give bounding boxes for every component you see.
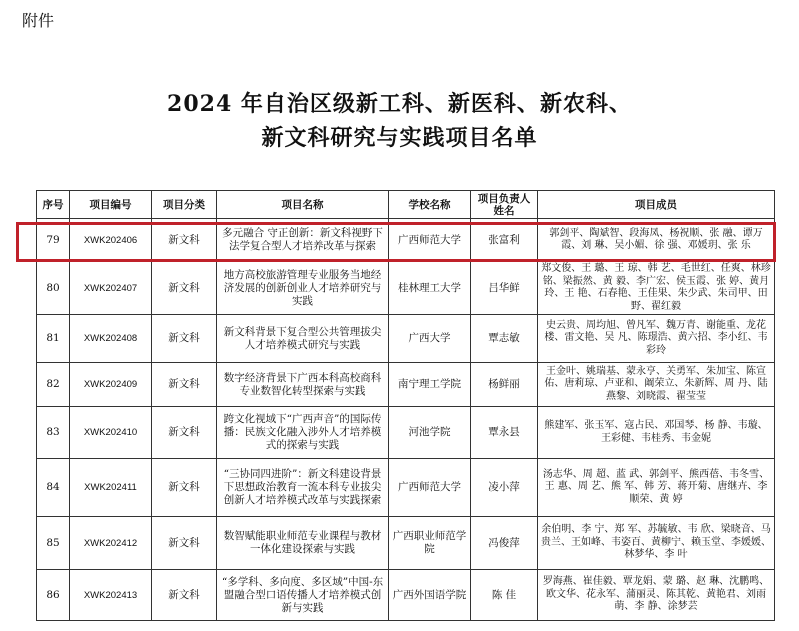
cell-code: XWK202410 [70, 407, 152, 459]
cell-code: XWK202411 [70, 459, 152, 517]
cell-name: “多学科、多向度、多区域”中国-东盟融合型口语传播人才培养模式创新与实践 [217, 570, 389, 621]
header-no: 序号 [37, 191, 70, 219]
cell-code: XWK202409 [70, 363, 152, 407]
cell-school: 广西外国语学院 [389, 570, 471, 621]
cell-leader: 凌小萍 [471, 459, 538, 517]
cell-category: 新文科 [152, 219, 217, 262]
cell-no: 83 [37, 407, 70, 459]
cell-code: XWK202406 [70, 219, 152, 262]
cell-name: “三协同四进阶”：新文科建设背景下思想政治教育一流本科专业拔尖创新人才培养模式改革与实践探索 [217, 459, 389, 517]
table-row [37, 517, 775, 570]
cell-school: 广西职业师范学院 [389, 517, 471, 570]
cell-leader: 吕华鲜 [471, 262, 538, 315]
cell-no: 86 [37, 570, 70, 621]
header-members: 项目成员 [538, 191, 775, 219]
cell-school: 河池学院 [389, 407, 471, 459]
cell-name: 多元融合 守正创新：新文科视野下法学复合型人才培养改革与探索 [217, 219, 389, 262]
cell-leader: 杨鲜丽 [471, 363, 538, 407]
cell-members: 罗海燕、崔佳毅、覃龙娟、蒙 璐、赵 琳、沈鹏鸣、欧文华、花永军、蒲丽灵、陈其乾、黄艳君、刘雨萌、李 静、涂梦芸 [538, 570, 775, 621]
cell-members: 郭剑平、陶斌智、段海凤、杨祝顺、张 融、谭万霞、刘 琳、吴小媚、徐 强、邓媛玥、张 乐 [538, 219, 775, 262]
cell-code: XWK202412 [70, 517, 152, 570]
cell-category: 新文科 [152, 315, 217, 363]
cell-leader: 陈 佳 [471, 570, 538, 621]
cell-no: 84 [37, 459, 70, 517]
project-table [36, 190, 775, 621]
table-header-row [37, 191, 775, 219]
table-row [37, 315, 775, 363]
cell-school: 南宁理工学院 [389, 363, 471, 407]
header-school: 学校名称 [389, 191, 471, 219]
cell-school: 广西师范大学 [389, 219, 471, 262]
header-code: 项目编号 [70, 191, 152, 219]
header-leader: 项目负责人姓名 [471, 191, 538, 219]
page-title-line2: 新文科研究与实践项目名单 [261, 125, 538, 151]
cell-no: 79 [37, 219, 70, 262]
cell-category: 新文科 [152, 363, 217, 407]
cell-no: 85 [37, 517, 70, 570]
cell-members: 汤志华、周 超、蓝 武、郭剑平、熊西蓓、韦冬雪、王 惠、周 艺、熊 军、韩 芳、蒋开菊、唐继卉、李顺荣、黄 婷 [538, 459, 775, 517]
cell-leader: 覃志敏 [471, 315, 538, 363]
cell-school: 广西大学 [389, 315, 471, 363]
cell-members: 史云贵、周均旭、曾凡军、魏万青、谢能重、龙花楼、雷文艳、吴 凡、陈璟浩、黄六招、李小红、韦彩玲 [538, 315, 775, 363]
cell-name: 地方高校旅游管理专业服务当地经济发展的创新创业人才培养研究与实践 [217, 262, 389, 315]
cell-code: XWK202408 [70, 315, 152, 363]
cell-code: XWK202413 [70, 570, 152, 621]
cell-category: 新文科 [152, 407, 217, 459]
cell-members: 郑文俊、王 璐、王 琼、韩 艺、毛世红、任爽、林珍铭、梁振然、黄 毅、李广宏、侯玉霞、张 婷、黄月玲、王 艳、石春艳、王佳果、朱少武、朱司甲、田 野、翟红毅 [538, 262, 775, 315]
cell-name: 数智赋能职业师范专业课程与教材一体化建设探索与实践 [217, 517, 389, 570]
cell-leader: 冯俊萍 [471, 517, 538, 570]
cell-category: 新文科 [152, 262, 217, 315]
cell-code: XWK202407 [70, 262, 152, 315]
cell-leader: 张富利 [471, 219, 538, 262]
attachment-label: 附件 [22, 11, 55, 30]
cell-name: 新文科背景下复合型公共管理拔尖人才培养模式研究与实践 [217, 315, 389, 363]
table-row [37, 570, 775, 621]
cell-school: 桂林理工大学 [389, 262, 471, 315]
cell-no: 82 [37, 363, 70, 407]
cell-leader: 覃永县 [471, 407, 538, 459]
header-category: 项目分类 [152, 191, 217, 219]
header-name: 项目名称 [217, 191, 389, 219]
cell-category: 新文科 [152, 570, 217, 621]
cell-no: 80 [37, 262, 70, 315]
cell-members: 余伯明、李 宁、郑 军、苏毓敏、韦 欣、梁晓音、马贵兰、王如峰、韦姿百、黄柳宁、赖玉堂、李媛媛、林梦华、李 叶 [538, 517, 775, 570]
table-row [37, 459, 775, 517]
cell-members: 王金叶、姚瑞基、蒙永亨、关勇军、朱加宝、陈宣佑、唐莉琼、卢亚和、阚荣立、朱新辉、周 丹、陆燕黎、刘晓霞、翟莹莹 [538, 363, 775, 407]
table-row [37, 219, 775, 262]
cell-no: 81 [37, 315, 70, 363]
cell-category: 新文科 [152, 517, 217, 570]
cell-members: 熊建军、张玉军、寇占民、邓国琴、杨 静、韦璇、王彩健、韦桂秀、韦金妮 [538, 407, 775, 459]
table-row [37, 262, 775, 315]
page-title-line1: 2024 年自治区级新工科、新医科、新农科、 [167, 91, 632, 117]
cell-school: 广西师范大学 [389, 459, 471, 517]
table-row [37, 407, 775, 459]
cell-category: 新文科 [152, 459, 217, 517]
table-row [37, 363, 775, 407]
cell-name: 跨文化视域下“广西声音”的国际传播：民族文化融入涉外人才培养模式的探索与实践 [217, 407, 389, 459]
cell-name: 数字经济背景下广西本科高校商科专业数智化转型探索与实践 [217, 363, 389, 407]
